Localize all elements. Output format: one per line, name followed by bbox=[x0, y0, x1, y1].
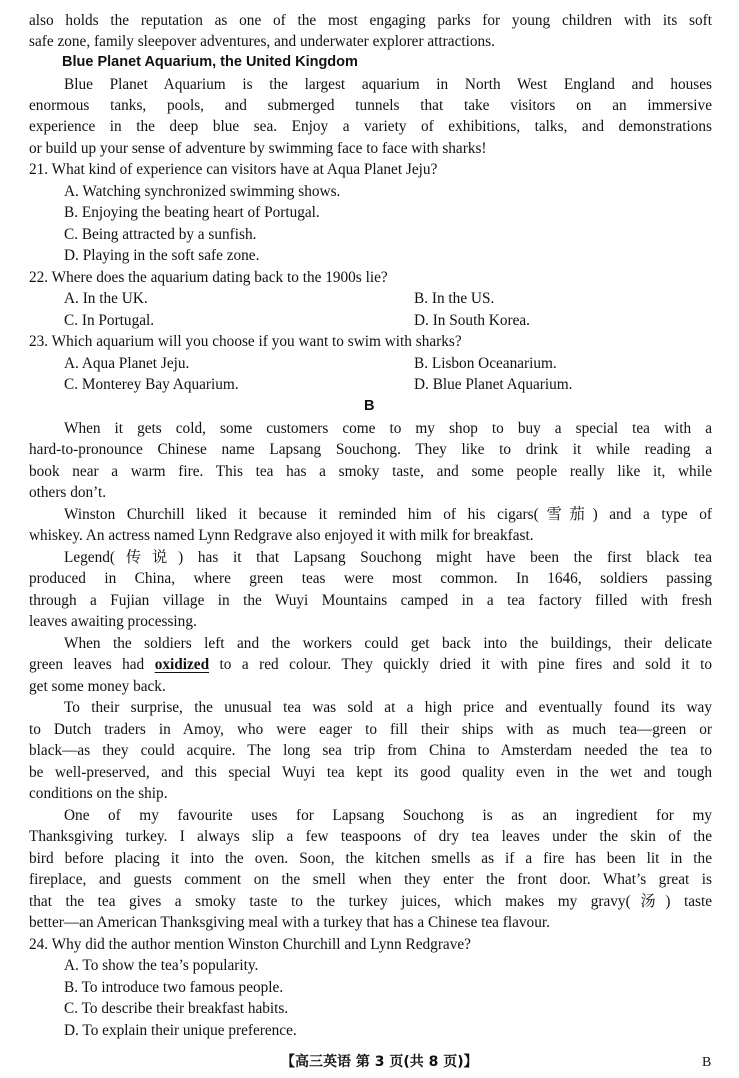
answer-option: C. To describe their breakfast habits. bbox=[64, 1000, 289, 1017]
text-line: fireplace, and guests comment on the smell when they enter the front door. What’s great is bbox=[29, 871, 712, 888]
answer-option: A. Watching synchronized swimming shows. bbox=[64, 183, 341, 200]
text-line: get some money back. bbox=[29, 678, 166, 695]
answer-option: A. In the UK. bbox=[64, 290, 148, 307]
answer-option: C. In Portugal. bbox=[64, 312, 155, 329]
text-line: or build up your sense of adventure by swimming face to face with sharks! bbox=[29, 140, 487, 157]
answer-option: B. To introduce two famous people. bbox=[64, 979, 284, 996]
text-line: that the tea gives a smoky taste to the turkey juices, which makes my gravy(汤) taste bbox=[29, 893, 712, 910]
answer-option: D. To explain their unique preference. bbox=[64, 1022, 297, 1039]
section-label: B bbox=[364, 398, 375, 414]
text-line: One of my favourite uses for Lapsang Souchong is as an ingredient for my bbox=[64, 807, 712, 824]
text-line: also holds the reputation as one of the most engaging parks for young children with its soft bbox=[29, 12, 712, 29]
question-stem: 24. Why did the author mention Winston Churchill and Lynn Redgrave? bbox=[29, 936, 471, 953]
text-line: conditions on the ship. bbox=[29, 785, 168, 802]
text-line: When the soldiers left and the workers could get back into the buildings, their delicate bbox=[64, 635, 712, 652]
answer-option: D. Playing in the soft safe zone. bbox=[64, 247, 260, 264]
page-footer: 【高三英语 第 3 页(共 8 页)】 bbox=[281, 1054, 478, 1070]
answer-option: A. To show the tea’s popularity. bbox=[64, 957, 259, 974]
paper-version-label: B bbox=[702, 1055, 712, 1070]
question-stem: 22. Where does the aquarium dating back to the 1900s lie? bbox=[29, 269, 388, 286]
text-line: black—as they could acquire. The long sea trip from China to Amsterdam needed the tea to bbox=[29, 742, 712, 759]
text-line: book near a warm fire. This tea has a smoky taste, and some people really like it, while bbox=[29, 463, 712, 480]
answer-option: C. Being attracted by a sunfish. bbox=[64, 226, 257, 243]
text-line: Legend(传说) has it that Lapsang Souchong might have been the first black tea bbox=[64, 549, 712, 566]
answer-option: B. In the US. bbox=[414, 290, 495, 307]
text-line: When it gets cold, some customers come to my shop to buy a special tea with a bbox=[64, 420, 712, 437]
question-stem: 21. What kind of experience can visitors have at Aqua Planet Jeju? bbox=[29, 161, 438, 178]
text-line: Winston Churchill liked it because it reminded him of his cigars(雪茄) and a type of bbox=[64, 506, 712, 523]
text-fragment: green leaves had bbox=[29, 656, 155, 673]
text-line: leaves awaiting processing. bbox=[29, 613, 197, 630]
text-line: bird before placing it into the oven. Soon, the kitchen smells as if a fire has been lit in the bbox=[29, 850, 712, 867]
answer-option: C. Monterey Bay Aquarium. bbox=[64, 376, 239, 393]
text-line bbox=[29, 654, 712, 676]
text-line: others don’t. bbox=[29, 484, 107, 501]
text-line: through a Fujian village in the Wuyi Mountains camped in a tea factory filled with fresh bbox=[29, 592, 712, 609]
text-line: enormous tanks, pools, and submerged tunnels that take visitors on an immersive bbox=[29, 97, 712, 114]
text-line: to Dutch traders in Amoy, who were eager to fill their ships with as much tea—green or bbox=[29, 721, 712, 738]
answer-option: A. Aqua Planet Jeju. bbox=[64, 355, 190, 372]
text-line: whiskey. An actress named Lynn Redgrave also enjoyed it with milk for breakfast. bbox=[29, 527, 534, 544]
text-line: Blue Planet Aquarium is the largest aquarium in North West England and houses bbox=[64, 76, 712, 93]
text-line: be well-preserved, and this special Wuyi tea kept its good quality even in the wet and tough bbox=[29, 764, 712, 781]
text-fragment: to a red colour. They quickly dried it with pine fires and sold it to bbox=[209, 656, 713, 673]
answer-option: B. Lisbon Oceanarium. bbox=[414, 355, 557, 372]
underlined-keyword: oxidized bbox=[154, 656, 210, 673]
text-line: produced in China, where green teas were most common. In 1646, soldiers passing bbox=[29, 570, 712, 587]
text-line: To their surprise, the unusual tea was sold at a high price and eventually found its way bbox=[64, 699, 712, 716]
text-line: hard-to-pronounce Chinese name Lapsang Souchong. They like to drink it while reading a bbox=[29, 441, 712, 458]
text-line: experience in the deep blue sea. Enjoy a variety of exhibitions, talks, and demonstrations bbox=[29, 118, 712, 135]
answer-option: D. In South Korea. bbox=[414, 312, 530, 329]
text-line: Thanksgiving turkey. I always slip a few teaspoons of dry tea leaves under the skin of the bbox=[29, 828, 712, 845]
text-line: better—an American Thanksgiving meal with a turkey that has a Chinese tea flavour. bbox=[29, 914, 550, 931]
section-heading: Blue Planet Aquarium, the United Kingdom bbox=[62, 54, 358, 70]
answer-option: B. Enjoying the beating heart of Portugal. bbox=[64, 204, 320, 221]
answer-option: D. Blue Planet Aquarium. bbox=[414, 376, 573, 393]
text-line: safe zone, family sleepover adventures, and underwater explorer attractions. bbox=[29, 33, 495, 50]
question-stem: 23. Which aquarium will you choose if you want to swim with sharks? bbox=[29, 333, 462, 350]
